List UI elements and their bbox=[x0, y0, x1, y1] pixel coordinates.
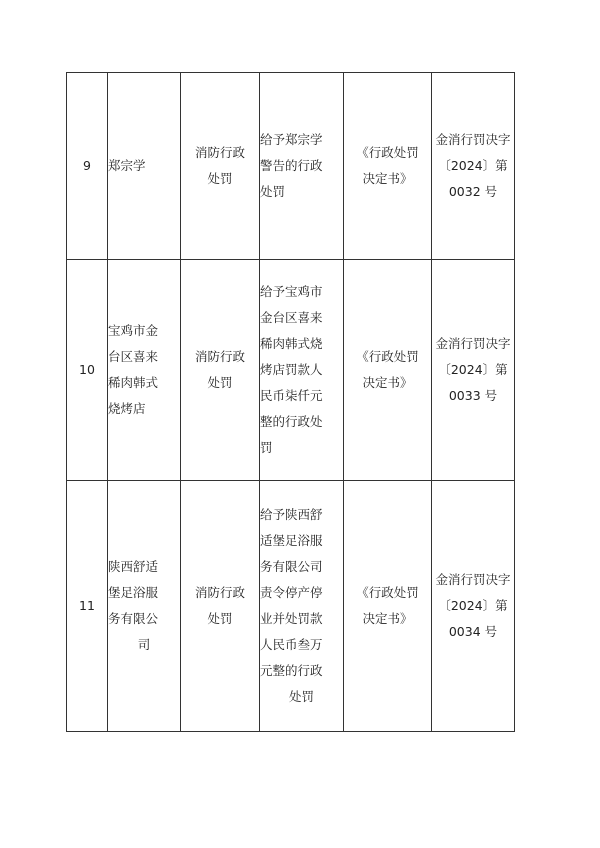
party-name: 陕西舒适 堡足浴服 务有限公 司 bbox=[108, 481, 181, 732]
penalty-category: 消防行政 处罚 bbox=[181, 260, 260, 481]
penalty-table bbox=[66, 72, 515, 732]
document-type: 《行政处罚 决定书》 bbox=[344, 260, 432, 481]
table-row bbox=[67, 73, 515, 260]
party-name: 宝鸡市金 台区喜来 稀肉韩式 烧烤店 bbox=[108, 260, 181, 481]
penalty-content: 给予陕西舒 适堡足浴服 务有限公司 责令停产停 业并处罚款 人民币叁万 元整的行政 处罚 bbox=[260, 481, 344, 732]
party-name: 郑宗学 bbox=[108, 73, 181, 260]
table-row bbox=[67, 481, 515, 732]
penalty-content: 给予宝鸡市 金台区喜来 稀肉韩式烧 烤店罚款人 民币柒仟元 整的行政处 罚 bbox=[260, 260, 344, 481]
document-number: 金消行罚决字 〔2024〕第 0033 号 bbox=[432, 260, 515, 481]
document-number: 金消行罚决字 〔2024〕第 0034 号 bbox=[432, 481, 515, 732]
penalty-category: 消防行政 处罚 bbox=[181, 481, 260, 732]
row-number: 11 bbox=[67, 481, 108, 732]
row-number: 10 bbox=[67, 260, 108, 481]
document-type: 《行政处罚 决定书》 bbox=[344, 481, 432, 732]
table-row bbox=[67, 260, 515, 481]
document-number: 金消行罚决字 〔2024〕第 0032 号 bbox=[432, 73, 515, 260]
penalty-content: 给予郑宗学 警告的行政 处罚 bbox=[260, 73, 344, 260]
document-type: 《行政处罚 决定书》 bbox=[344, 73, 432, 260]
penalty-category: 消防行政 处罚 bbox=[181, 73, 260, 260]
row-number: 9 bbox=[67, 73, 108, 260]
